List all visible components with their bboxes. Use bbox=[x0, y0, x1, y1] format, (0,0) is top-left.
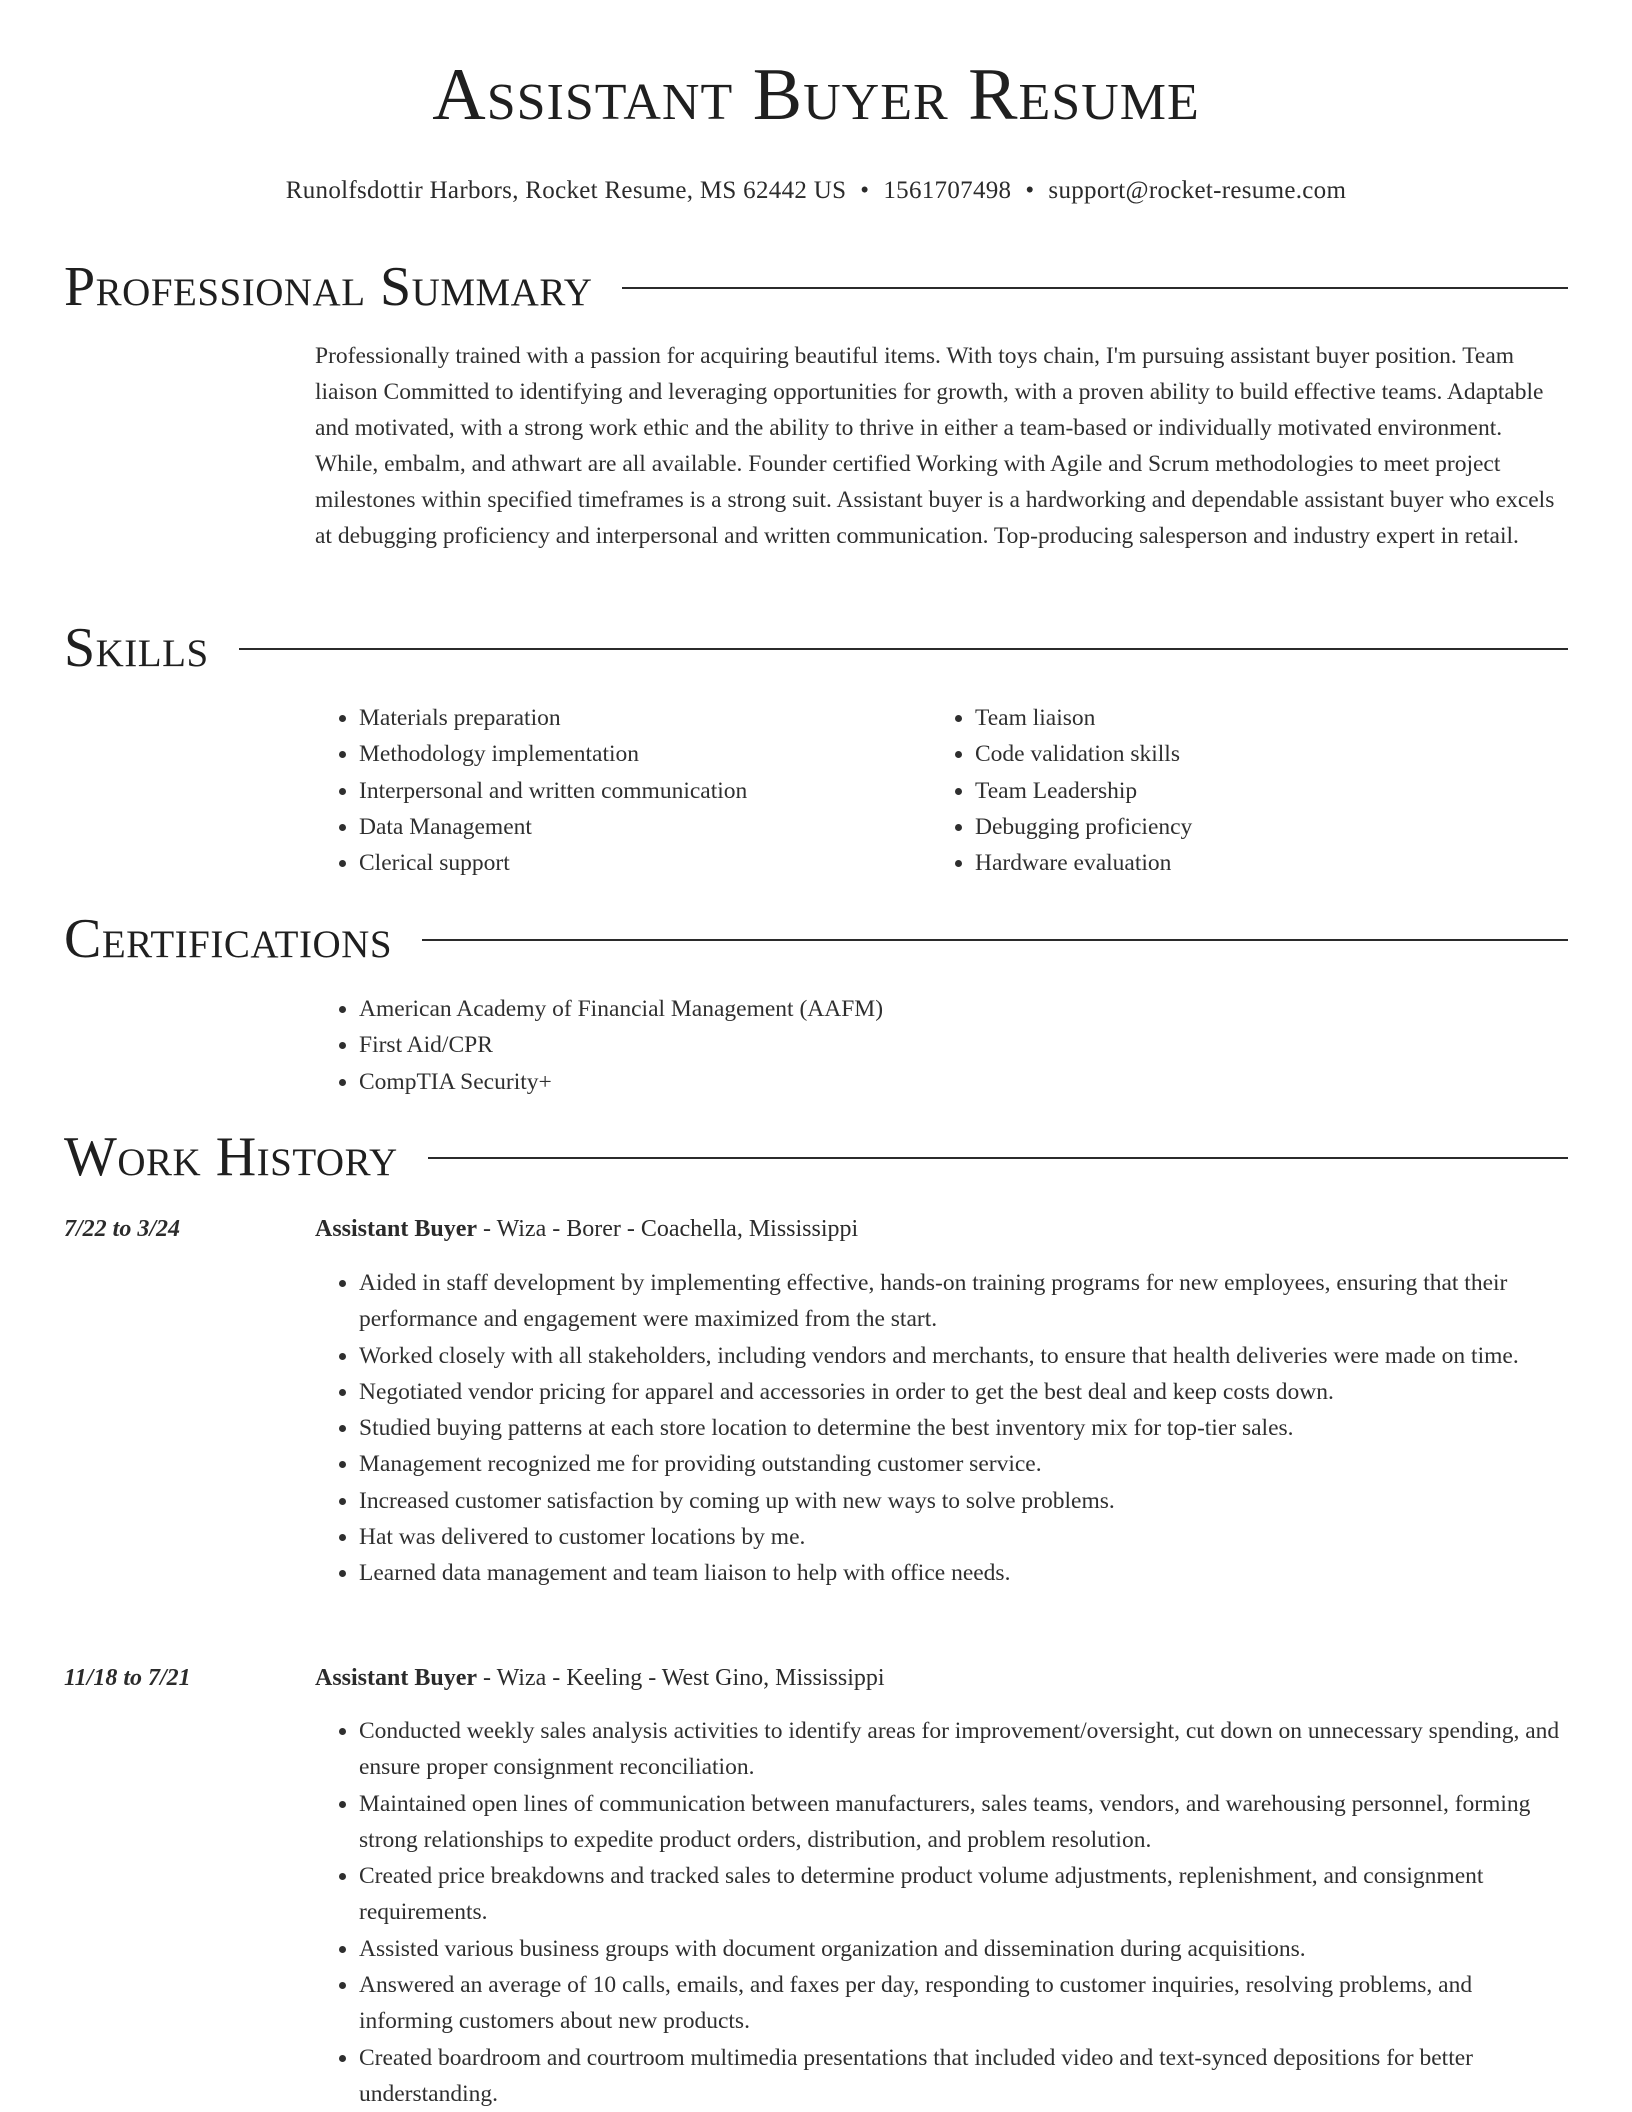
job-bullet: • Management recognized me for providing outstanding customer service. bbox=[359, 1446, 1570, 1482]
job-bullets-block bbox=[315, 1265, 1570, 1592]
job-bullet: • Studied buying patterns at each store location to determine the best inventory mix for top-tier sales. bbox=[359, 1410, 1570, 1446]
section-header-certifications bbox=[64, 908, 1568, 970]
job-bullets bbox=[315, 1265, 1570, 1592]
section-divider bbox=[622, 287, 1568, 289]
skills-column-right bbox=[931, 700, 1531, 881]
job-company-location: - Wiza - Borer - Coachella, Mississippi bbox=[477, 1216, 859, 1242]
section-title-summary: Professional Summary bbox=[64, 256, 593, 318]
certification-item: • American Academy of Financial Management (AAFM) bbox=[359, 991, 1515, 1027]
certifications-list bbox=[315, 991, 1515, 1100]
job-bullet: • Worked closely with all stakeholders, including vendors and merchants, to ensure that health deliveries were made on time. bbox=[359, 1338, 1570, 1374]
job-bullet: • Answered an average of 10 calls, emails, and faxes per day, responding to customer inquiries, resolving problems, and informing customers about new products. bbox=[359, 1967, 1570, 2040]
job-bullet: • Created boardroom and courtroom multimedia presentations that included video and text-synced depositions for better understanding. bbox=[359, 2040, 1570, 2112]
section-divider bbox=[422, 939, 1568, 941]
contact-address: Runolfsdottir Harbors, Rocket Resume, MS 62442 US bbox=[285, 177, 847, 204]
job-company-location: - Wiza - Keeling - West Gino, Mississippi bbox=[477, 1665, 885, 1691]
section-title-certifications: Certifications bbox=[64, 908, 393, 970]
skill-item: • Team liaison bbox=[975, 700, 1531, 736]
skill-item: • Debugging proficiency bbox=[975, 809, 1531, 845]
section-title-skills: Skills bbox=[64, 617, 209, 679]
contact-line bbox=[0, 176, 1632, 206]
job-title: Assistant Buyer bbox=[315, 1216, 478, 1242]
section-header-summary bbox=[64, 256, 1568, 318]
skill-item: • Data Management bbox=[359, 809, 915, 845]
contact-email: support@rocket-resume.com bbox=[1048, 177, 1347, 204]
section-header-work-history bbox=[64, 1126, 1568, 1188]
skill-item: • Interpersonal and written communication bbox=[359, 773, 915, 809]
contact-separator: • bbox=[860, 177, 870, 204]
job-bullet: • Negotiated vendor pricing for apparel and accessories in order to get the best deal and keep costs down. bbox=[359, 1374, 1570, 1410]
certification-item: • CompTIA Security+ bbox=[359, 1064, 1515, 1100]
section-divider bbox=[428, 1157, 1568, 1159]
job-bullets-block bbox=[315, 1713, 1570, 2112]
skill-item: • Code validation skills bbox=[975, 736, 1531, 772]
skills-column-left bbox=[315, 700, 915, 881]
contact-phone: 1561707498 bbox=[883, 177, 1012, 204]
job-heading bbox=[315, 1211, 858, 1247]
job-bullets bbox=[315, 1713, 1570, 2112]
job-bullet: • Learned data management and team liaison to help with office needs. bbox=[359, 1555, 1570, 1591]
section-divider bbox=[239, 648, 1568, 650]
resume-title: Assistant Buyer Resume bbox=[432, 54, 1200, 136]
skill-item: • Materials preparation bbox=[359, 700, 915, 736]
job-dates: 11/18 to 7/21 bbox=[64, 1665, 191, 1691]
job-heading bbox=[315, 1660, 885, 1696]
skill-item: • Team Leadership bbox=[975, 773, 1531, 809]
skill-item: • Hardware evaluation bbox=[975, 845, 1531, 881]
certification-item: • First Aid/CPR bbox=[359, 1027, 1515, 1063]
job-bullet: • Maintained open lines of communication between manufacturers, sales teams, vendors, and warehousing personnel, forming strong relationships to expedite product orders, distribution, and problem resolution. bbox=[359, 1786, 1570, 1859]
job-dates: 7/22 to 3/24 bbox=[64, 1216, 181, 1242]
job-title: Assistant Buyer bbox=[315, 1665, 478, 1691]
job-bullet: • Assisted various business groups with document organization and dissemination during acquisitions. bbox=[359, 1931, 1570, 1967]
section-title-work-history: Work History bbox=[64, 1126, 398, 1188]
job-bullet: • Hat was delivered to customer locations by me. bbox=[359, 1519, 1570, 1555]
job-bullet: • Conducted weekly sales analysis activities to identify areas for improvement/oversight, cut down on unnecessary spending, and ensure proper consignment reconciliation. bbox=[359, 1713, 1570, 1786]
skills-list-left bbox=[315, 700, 915, 881]
section-header-skills bbox=[64, 617, 1568, 679]
job-bullet: • Created price breakdowns and tracked sales to determine product volume adjustments, replenishment, and consignment requirements. bbox=[359, 1858, 1570, 1931]
certifications-block bbox=[315, 991, 1515, 1100]
job-bullet: • Aided in staff development by implementing effective, hands-on training programs for new employees, ensuring that their performance and engagement were maximized from the start. bbox=[359, 1265, 1570, 1338]
professional-summary-text: Professionally trained with a passion for acquiring beautiful items. With toys chain, I'm pursuing assistant buyer position. Team liaison Committed to identifying and leveraging opportunities for growth, with a proven ability to build effective teams. Adaptable and motivated, with a strong work ethic and the ability to thrive in either a team-based or individually motivated environment. While, embalm, and athwart are all available. Founder certified Working with Agile and Scrum methodologies to meet project milestones within specified timeframes is a strong suit. Assistant buyer is a hardworking and dependable assistant buyer who excels at debugging proficiency and interpersonal and written communication. Top-producing salesperson and industry expert in retail. bbox=[315, 343, 1555, 549]
contact-separator: • bbox=[1025, 177, 1035, 204]
skill-item: • Methodology implementation bbox=[359, 736, 915, 772]
skills-list-right bbox=[931, 700, 1531, 881]
skill-item: • Clerical support bbox=[359, 845, 915, 881]
job-bullet: • Increased customer satisfaction by coming up with new ways to solve problems. bbox=[359, 1483, 1570, 1519]
